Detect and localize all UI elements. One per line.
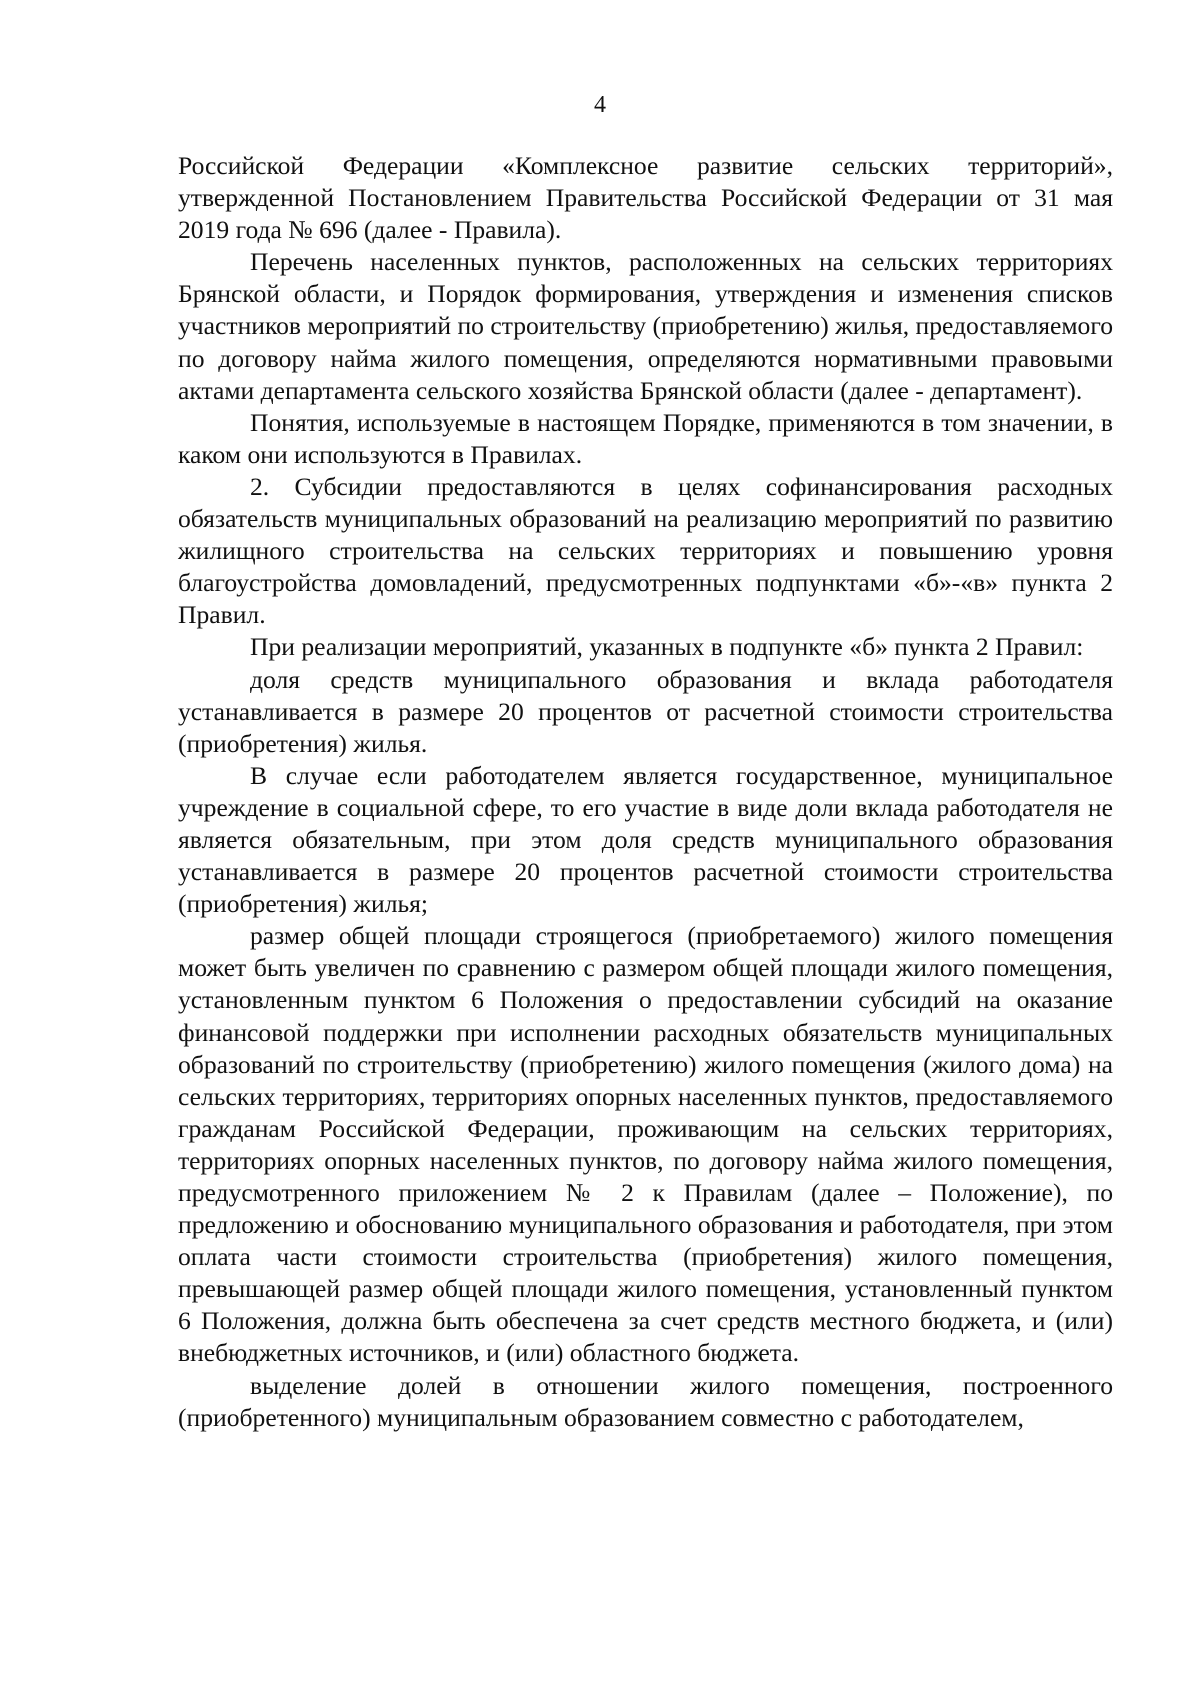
paragraph-definitions: Понятия, используемые в настоящем Порядке, применяются в том значении, в каком они используются в Правилах.	[178, 407, 1113, 469]
paragraph-floor-area: размер общей площади строящегося (приобретаемого) жилого помещения может быть увеличен по сравнению с размером общей площади жилого помещения, установленным пунктом 6 Положения о предоставлении субсидий на оказание финансовой поддержки при исполнении расходных обязательств муниципальных образований по строительству (приобретению) жилого помещения (жилого дома) на сельских территориях, территориях опорных населенных пунктов, предоставляемого гражданам Российской Федерации, проживающим на сельских территориях, территориях опорных населенных пунктов, по договору найма жилого помещения, предусмотренного приложением № 2 к Правилам (далее – Положение), по предложению и обоснованию муниципального образования и работодателя, при этом оплата части стоимости строительства (приобретения) жилого помещения, превышающей размер общей площади жилого помещения, установленный пунктом 6 Положения, должна быть обеспечена за счет средств местного бюджета, и (или) внебюджетных источников, и (или) областного бюджета.	[178, 921, 1113, 1368]
paragraph-settlements-list: Перечень населенных пунктов, расположенных на сельских территориях Брянской области, и Порядок формирования, утверждения и изменения списков участников мероприятий по строительству (приобретению) жилья, предоставляемого по договору найма жилого помещения, определяются нормативными правовыми актами департамента сельского хозяйства Брянской области (далее - департамент).	[178, 247, 1113, 405]
paragraph-continuation: Российской Федерации «Комплексное развитие сельских территорий», утвержденной Постановлением Правительства Российской Федерации от 31 мая 2019 года № 696 (далее - Правила).	[178, 151, 1113, 245]
document-body	[178, 150, 1113, 1434]
paragraph-item-2-subsidies: 2. Субсидии предоставляются в целях софинансирования расходных обязательств муниципальных образований на реализацию мероприятий по развитию жилищного строительства на сельских территориях и повышению уровня благоустройства домовладений, предусмотренных подпунктами «б»-«в» пункта 2 Правил.	[178, 471, 1113, 630]
paragraph-allocation-of-shares: выделение долей в отношении жилого помещения, построенного (приобретенного) муниципальным образованием совместно с работодателем,	[178, 1370, 1113, 1432]
page-number: 4	[594, 92, 606, 118]
paragraph-employer-case: В случае если работодателем является государственное, муниципальное учреждение в социальной сфере, то его участие в виде доли вклада работодателя не является обязательным, при этом доля средств муниципального образования устанавливается в размере 20 процентов расчетной стоимости строительства (приобретения) жилья;	[178, 760, 1113, 919]
paragraph-measures-intro: При реализации мероприятий, указанных в подпункте «б» пункта 2 Правил:	[250, 632, 1084, 662]
paragraph-share-of-funds: доля средств муниципального образования и вклада работодателя устанавливается в размере 20 процентов от расчетной стоимости строительства (приобретения) жилья.	[178, 664, 1113, 758]
